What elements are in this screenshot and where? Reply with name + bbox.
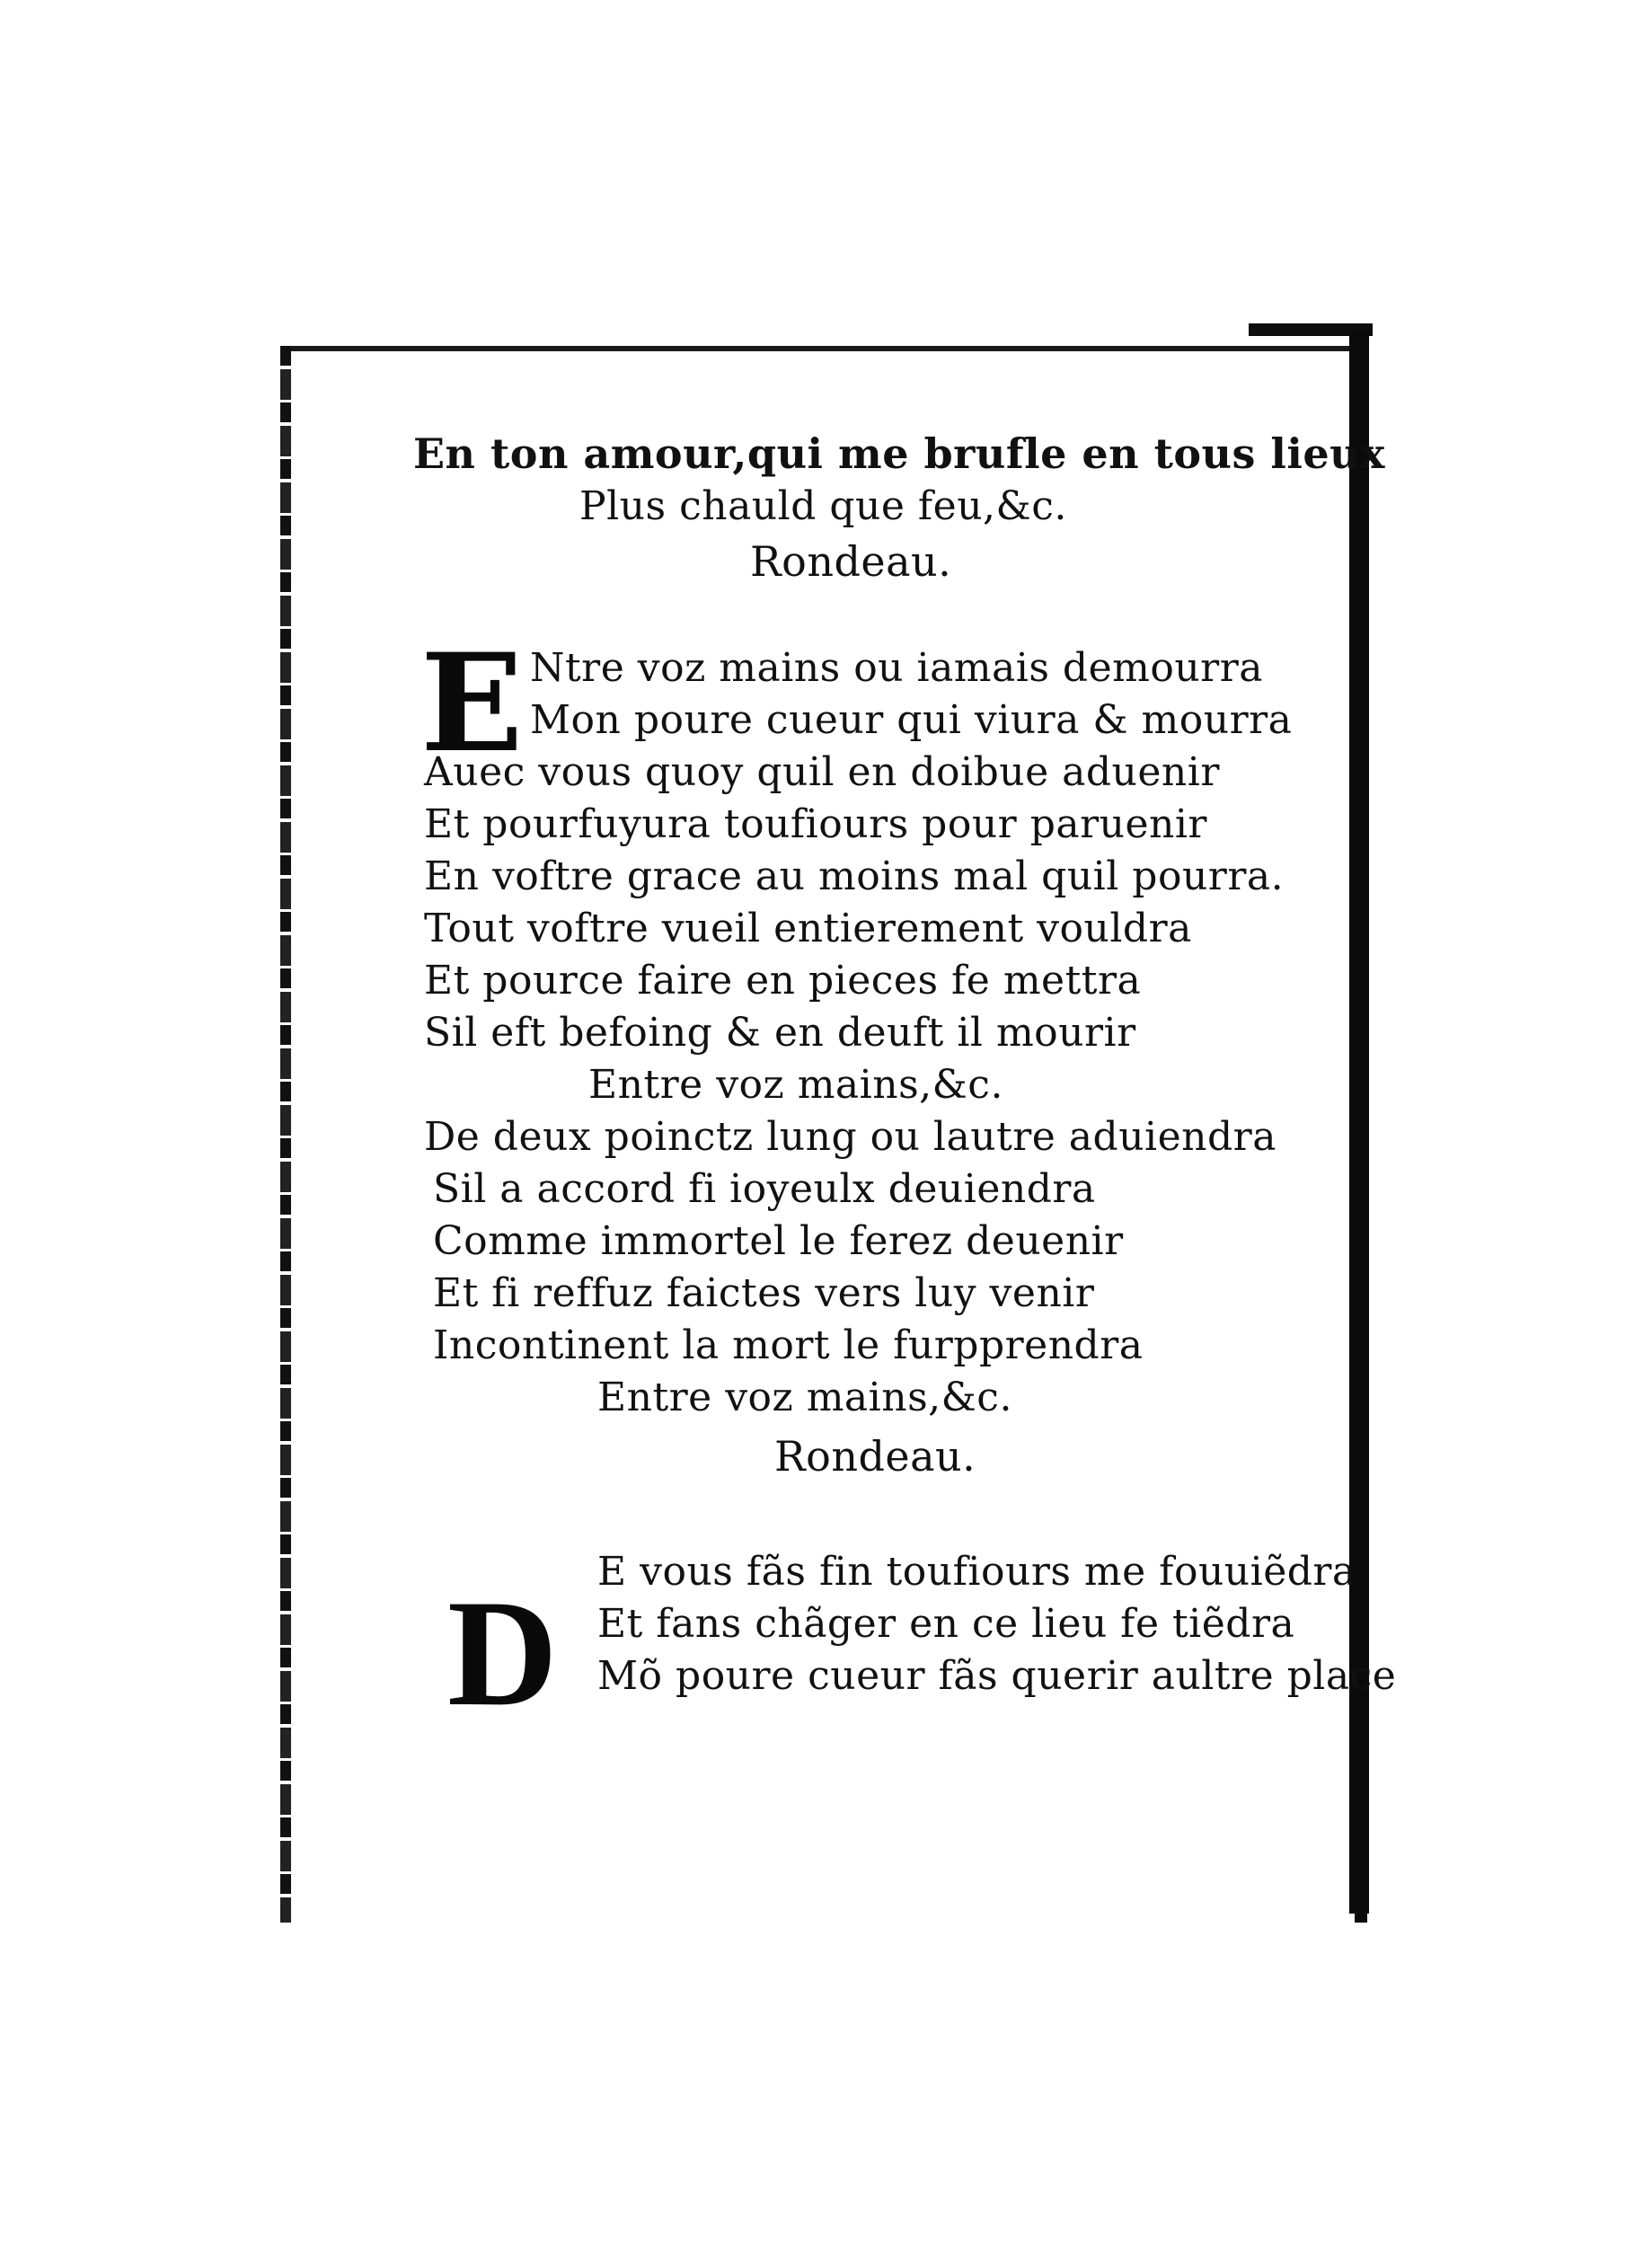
poem-line-9: De deux poinctz lung ou lautre aduiendra <box>424 1114 1277 1160</box>
poem-line-8: Sil eft befoing & en deuft il mourir <box>424 1010 1136 1056</box>
page-border-top <box>283 346 1361 351</box>
poem-line-11: Comme immortel le ferez deuenir <box>433 1218 1124 1264</box>
poem-line-13: Incontinent la mort le furpprendra <box>433 1322 1144 1368</box>
poem2-line-2: Et fans chãger en ce lieu fe tiẽdra <box>597 1601 1295 1647</box>
drop-cap-d: D <box>447 1569 558 1738</box>
poem-line-2: Mon poure cueur qui viura & mourra <box>530 697 1293 743</box>
poem-line-10: Sil a accord fi ioyeulx deuiendra <box>433 1166 1096 1212</box>
poem-line-6: Tout voftre vueil entierement vouldra <box>424 906 1192 951</box>
refrain-line-1: Entre voz mains,&c. <box>588 1062 1003 1108</box>
drop-cap-e: E <box>420 624 524 783</box>
poem-line-3: Auec vous quoy quil en doibue aduenir <box>424 749 1220 795</box>
poem-line-1: Ntre voz mains ou iamais demourra <box>530 645 1263 691</box>
intro-line-2: Plus chauld que feu,&c. <box>579 483 1067 529</box>
refrain-line-2: Entre voz mains,&c. <box>597 1375 1012 1420</box>
poem2-line-1: E vous fãs fin toufiours me fouuiẽdra <box>597 1549 1356 1595</box>
page-border-right-foot <box>1355 1909 1367 1923</box>
rondeau-heading-1: Rondeau. <box>750 537 952 586</box>
page-border-left <box>280 346 291 1923</box>
rondeau-heading-2: Rondeau. <box>774 1432 976 1481</box>
intro-line-1: En ton amour,qui me brufle en tous lieux <box>413 429 1385 478</box>
poem-line-4: Et pourfuyura toufiours pour paruenir <box>424 801 1207 847</box>
poem-line-7: Et pource faire en pieces fe mettra <box>424 958 1142 1004</box>
poem2-line-3: Mõ poure cueur fãs querir aultre place <box>597 1653 1397 1699</box>
poem-line-12: Et fi reffuz faictes vers luy venir <box>433 1270 1095 1316</box>
poem-line-5: En voftre grace au moins mal quil pourra. <box>424 853 1285 899</box>
